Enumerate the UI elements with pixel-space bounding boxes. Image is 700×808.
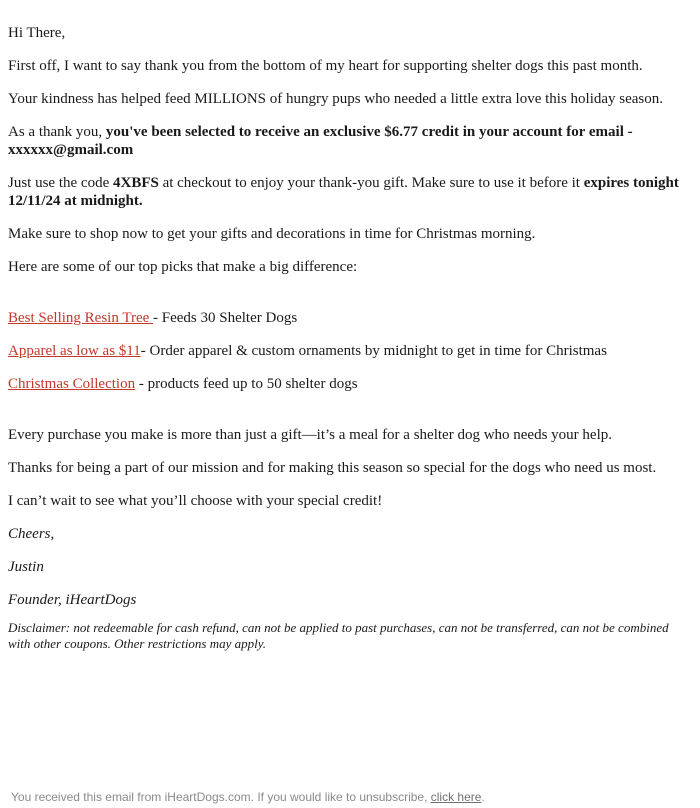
pick-description: - Feeds 30 Shelter Dogs — [153, 310, 298, 326]
credit-lead: As a thank you, — [8, 124, 106, 140]
meal-paragraph: Every purchase you make is more than just a gift—it’s a meal for a shelter dog who needs your help. — [8, 427, 612, 443]
footer-end: . — [481, 790, 485, 804]
spacer — [8, 291, 690, 309]
expiry-notice: expires tonight 12/11/24 at midnight. — [8, 175, 679, 209]
pick-description: - Order apparel & custom ornaments by midnight to get in time for Christmas — [140, 343, 607, 359]
greeting: Hi There, — [8, 25, 66, 41]
unsubscribe-link[interactable]: click here — [430, 790, 482, 804]
resin-tree-link[interactable]: Best Selling Resin Tree — [8, 310, 154, 326]
apparel-link[interactable]: Apparel as low as $11 — [8, 343, 141, 359]
footer-text: You received this email from iHeartDogs.com. If you would like to unsubscribe, — [11, 790, 431, 804]
pick-description: - products feed up to 50 shelter dogs — [135, 376, 358, 392]
pick-item — [8, 342, 690, 360]
credit-offer: you've been selected to receive an exclusive $6.77 credit in your account for email - xxxxxx@gmail.com — [8, 124, 633, 158]
kindness-paragraph: Your kindness has helped feed MILLIONS of hungry pups who needed a little extra love this holiday season. — [8, 91, 664, 107]
email-footer — [11, 790, 485, 804]
thank-you-paragraph: First off, I want to say thank you from the bottom of my heart for supporting shelter dogs this past month. — [8, 58, 643, 74]
credit-closing-paragraph: I can’t wait to see what you’ll choose with your special credit! — [8, 493, 383, 509]
code-middle: at checkout to enjoy your thank-you gift. Make sure to use it before it — [158, 175, 584, 191]
signoff-title: Founder, iHeartDogs — [8, 592, 137, 608]
code-lead: Just use the code — [8, 175, 113, 191]
promo-code: 4XBFS — [112, 175, 159, 191]
pick-item — [8, 375, 690, 393]
christmas-collection-link[interactable]: Christmas Collection — [8, 376, 136, 392]
code-paragraph — [8, 174, 690, 210]
spacer — [8, 408, 690, 426]
mission-paragraph: Thanks for being a part of our mission and for making this season so special for the dogs who need us most. — [8, 460, 657, 476]
shop-now-paragraph: Make sure to shop now to get your gifts and decorations in time for Christmas morning. — [8, 226, 536, 242]
top-picks-intro: Here are some of our top picks that make a big difference: — [8, 259, 358, 275]
signoff-cheers: Cheers, — [8, 526, 55, 542]
email-body — [8, 24, 690, 667]
signoff-name: Justin — [8, 559, 44, 575]
pick-item — [8, 309, 690, 327]
disclaimer: Disclaimer: not redeemable for cash refund, can not be applied to past purchases, can not be transferred, can not be combined with other coupons. Other restrictions may apply. — [8, 620, 669, 651]
credit-paragraph — [8, 123, 690, 159]
